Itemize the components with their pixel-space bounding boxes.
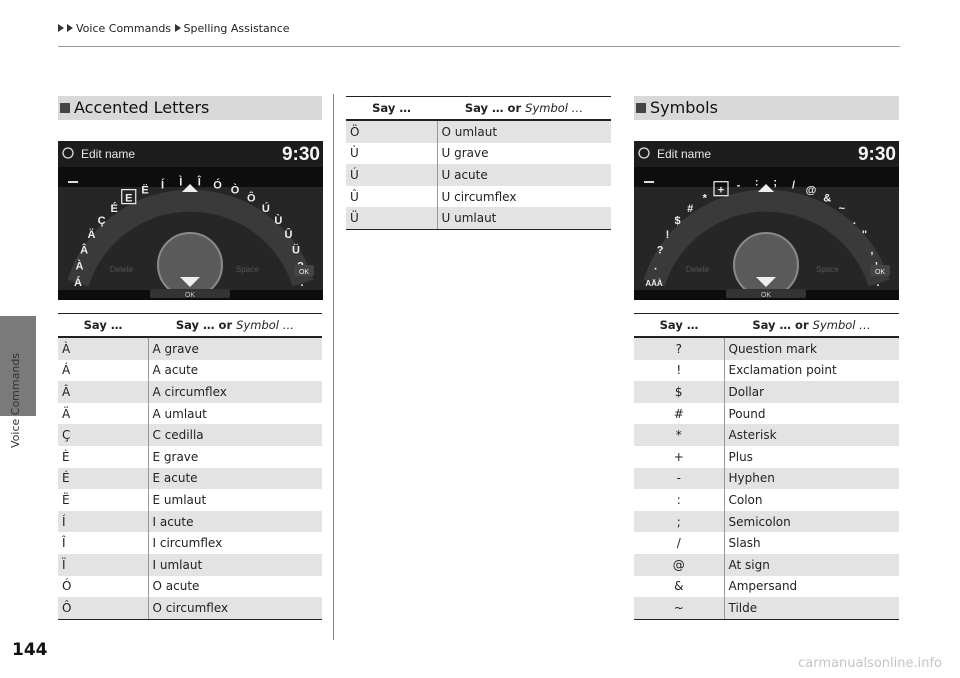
arc-character[interactable]: Ë [141,184,149,197]
col-header-say: Say … [634,314,724,338]
say-cell: - [634,468,724,490]
say-or-symbol-cell: Ampersand [728,579,798,594]
say-cell: / [634,532,724,554]
table-row [58,554,322,576]
say-or-symbol-cell: O circumflex [148,597,322,619]
say-cell: ? [634,337,724,360]
say-or-symbol-cell: U umlaut [437,207,611,229]
say-or-symbol-cell: E grave [152,449,199,464]
say-cell: Ü [346,207,437,229]
say-or-symbol-cell: A grave [148,337,322,360]
table-row [634,532,899,554]
table-row [346,186,611,208]
col-header-say: Say … [58,314,148,338]
arc-character[interactable]: + [717,184,725,197]
col-header-say-or-symbol: Say … or Symbol … [148,314,322,338]
ok-small-label: OK [874,269,886,276]
screen-clock: 9:30 [857,144,896,165]
say-or-symbol-cell: Dollar [724,381,899,403]
selector-dial[interactable] [158,233,222,297]
say-cell: Ç [58,424,148,446]
arc-character[interactable]: * [702,192,707,205]
table-row [58,381,322,403]
table-row [58,337,322,360]
say-or-symbol-cell: O acute [152,579,200,594]
say-cell: É [58,468,148,490]
say-cell: @ [634,554,724,576]
say-cell: ; [634,511,724,533]
page-number: 144 [12,640,48,660]
say-or-symbol-cell: Exclamation point [728,363,837,378]
arc-character[interactable]: . [653,260,658,273]
arc-character[interactable]: " [861,229,868,242]
table-row [58,468,322,490]
table-row [634,337,899,360]
arc-character[interactable]: / [791,179,796,192]
arc-character[interactable]: Â [80,244,89,257]
breadcrumb [58,22,290,35]
table-row [634,597,899,619]
selector-dial[interactable] [734,233,798,297]
table-row [346,207,611,229]
arc-character[interactable]: , [870,244,874,257]
say-or-symbol-cell: E umlaut [152,492,207,507]
say-or-symbol-cell: O umlaut [437,120,611,143]
arc-character[interactable]: & [823,192,832,205]
say-cell: * [634,424,724,446]
say-cell: Ú [346,164,437,186]
say-or-symbol-cell: Pound [728,406,766,421]
say-or-symbol-cell: I circumflex [152,536,223,551]
say-or-symbol-cell: Slash [728,536,761,551]
arc-character[interactable]: Á [74,277,82,289]
section-square-icon [60,103,70,113]
say-cell: Û [346,186,437,208]
say-cell: È [58,446,148,468]
screen-clock: 9:30 [281,144,320,165]
arc-character[interactable]: $ [674,215,681,228]
table-row [634,489,899,511]
arc-character[interactable]: Î [197,176,201,189]
say-cell: Í [58,511,148,533]
say-or-symbol-cell: Plus [728,449,753,464]
say-cell: Î [58,532,148,554]
table-row [634,576,899,598]
arc-character[interactable]: . [300,277,304,289]
table-row [58,489,322,511]
symbols-table [634,313,899,620]
screen-title: Edit name [657,147,712,161]
chapter-label: Voice Commands [9,352,22,448]
say-cell: Â [58,381,148,403]
say-or-symbol-cell: At sign [724,554,899,576]
say-or-symbol-cell: I umlaut [148,554,322,576]
table-row [634,381,899,403]
table-header-row [634,314,899,338]
col-header-say-or-symbol: Say … or Symbol … [724,314,899,338]
column-divider [333,94,334,640]
arc-character[interactable]: . [852,215,856,228]
say-cell: $ [634,381,724,403]
say-cell: Ä [58,403,148,425]
table-header-row [58,314,322,338]
section-square-icon [636,103,646,113]
arc-character[interactable]: ; [773,176,778,189]
table-row [58,532,322,554]
table-row [58,597,322,619]
say-cell: ~ [634,597,724,619]
say-or-symbol-cell: E acute [148,468,322,490]
table-header-row [346,97,611,121]
accented-letters-table [58,313,322,620]
arc-character[interactable]: Ù [274,215,283,228]
say-or-symbol-cell: Question mark [724,337,899,360]
accented-letters-table-continued [346,96,611,230]
ok-small-label: OK [298,269,310,276]
arc-character[interactable]: Û [284,229,293,242]
arc-character[interactable]: Ó [213,179,222,192]
say-or-symbol-cell: Semicolon [724,511,899,533]
arc-character[interactable]: : [754,176,759,189]
say-or-symbol-cell: I acute [148,511,322,533]
breadcrumb-arrow-icon [67,24,73,32]
say-or-symbol-cell: A circumflex [148,381,322,403]
arc-character[interactable]: ! [665,229,670,242]
say-cell: Ô [58,597,148,619]
arc-character[interactable]: É [110,202,118,215]
arc-character[interactable]: À [75,260,84,273]
table-row [634,446,899,468]
text-cursor [644,181,654,183]
arc-character[interactable]: ? [656,244,664,257]
table-row [634,424,899,446]
table-row [58,576,322,598]
say-cell: Ö [346,120,437,143]
say-cell: ! [634,360,724,382]
header-rule [58,46,900,47]
arc-character[interactable]: Ü [291,244,300,257]
delete-label[interactable]: Delete [686,265,710,274]
say-cell: : [634,489,724,511]
table-row [58,446,322,468]
arc-character[interactable]: Ô [246,192,256,205]
ok-button-label: OK [760,292,772,299]
table-row [58,424,322,446]
breadcrumb-arrow-icon [175,24,181,32]
say-cell: Ë [58,489,148,511]
arc-character[interactable]: Ú [261,202,270,215]
symbols-title: Symbols [650,98,718,117]
say-cell: À [58,337,148,360]
space-label[interactable]: Space [816,265,839,274]
say-or-symbol-cell: C cedilla [148,424,322,446]
say-or-symbol-cell: A acute [152,363,199,378]
arc-character[interactable]: Ì [179,176,183,189]
table-row [346,164,611,186]
arc-character[interactable]: # [687,202,694,215]
arc-character[interactable]: - [736,179,741,192]
say-cell: Ï [58,554,148,576]
table-row [58,403,322,425]
table-row [58,360,322,382]
arc-character[interactable]: E [125,192,133,205]
col-header-say: Say … [346,97,437,121]
arc-character[interactable]: AÄÀ [645,279,663,288]
say-or-symbol-cell: Hyphen [724,468,899,490]
say-or-symbol-cell: Tilde [724,597,899,619]
table-row [58,511,322,533]
say-cell: Ó [58,576,148,598]
symbols-heading [634,96,899,120]
say-or-symbol-cell: Colon [728,492,763,507]
delete-label[interactable]: Delete [110,265,134,274]
table-row [634,511,899,533]
screen-title: Edit name [81,147,136,161]
col-header-say-or-symbol: Say … or Symbol … [437,97,611,121]
table-row [634,403,899,425]
accented-letters-title: Accented Letters [74,98,210,117]
say-cell: Á [58,360,148,382]
accented-screen [58,141,323,300]
arc-character[interactable]: @ [805,184,817,197]
say-or-symbol-cell: U circumflex [441,189,517,204]
table-row [346,143,611,165]
text-cursor [68,181,78,183]
arc-character[interactable]: . [876,277,880,289]
ok-button-label: OK [184,292,196,299]
say-cell: Ù [346,143,437,165]
arc-character[interactable]: Í [160,179,165,192]
breadcrumb-item-voice-commands[interactable]: Voice Commands [76,22,172,35]
table-row [634,360,899,382]
watermark: carmanualsonline.info [798,656,942,671]
breadcrumb-item-spelling-assistance[interactable]: Spelling Assistance [183,22,290,35]
arc-character[interactable]: ~ [838,202,846,215]
space-label[interactable]: Space [236,265,259,274]
symbols-screen [634,141,899,300]
table-row [634,554,899,576]
say-or-symbol-cell: U acute [437,164,611,186]
table-row [634,468,899,490]
table-row [346,120,611,143]
say-cell: + [634,446,724,468]
say-or-symbol-cell: A umlaut [152,406,207,421]
accented-letters-heading [58,96,322,120]
say-or-symbol-cell: U grave [441,146,489,161]
arc-character[interactable]: Ä [87,229,96,242]
say-cell: # [634,403,724,425]
say-cell: & [634,576,724,598]
arc-character[interactable]: Ç [97,215,106,228]
arc-character[interactable]: Ò [230,184,240,197]
breadcrumb-arrow-icon [58,24,64,32]
say-or-symbol-cell: Asterisk [724,424,899,446]
